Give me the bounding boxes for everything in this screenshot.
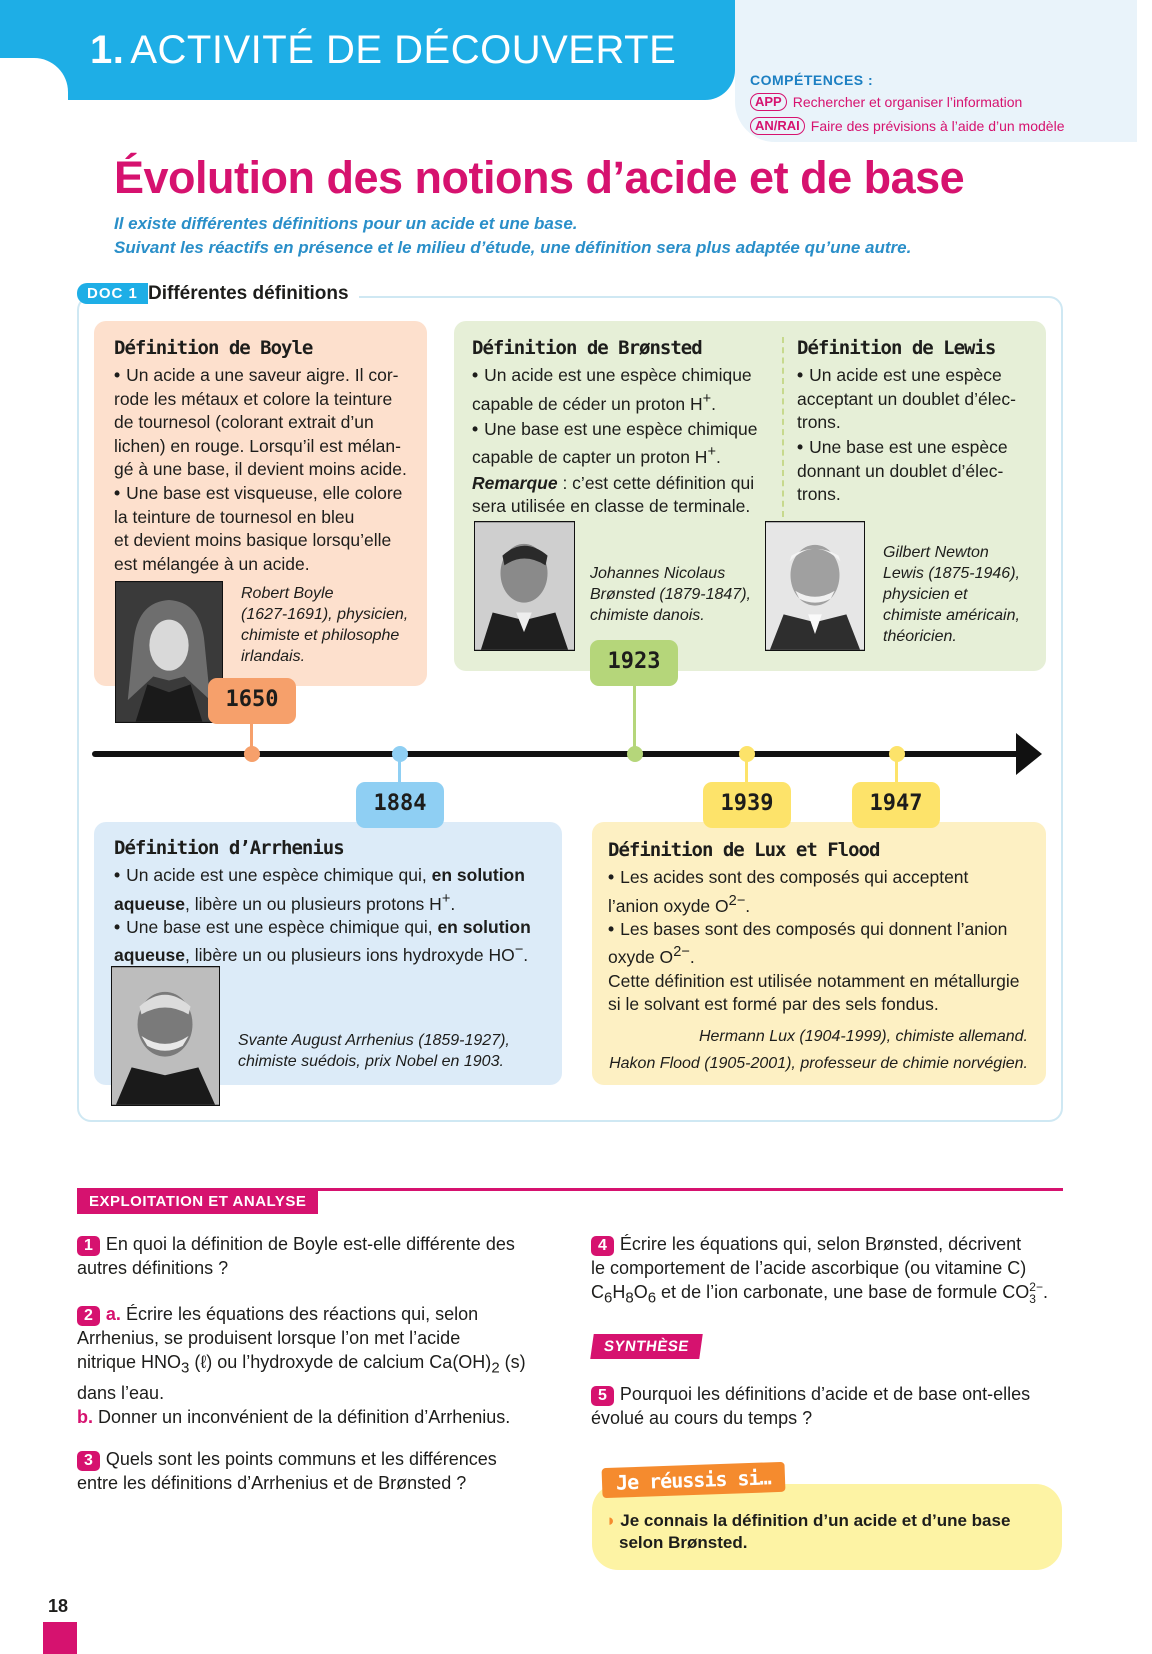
arrhenius-portrait [111,966,220,1106]
lewis-base-text: • Une base est une espèce donnant un doublet d’élec- trons. [797,437,1008,504]
boyle-portrait [115,581,223,723]
arrhenius-text: • Un acide est une espèce chimique qui, en solution aqueuse, libère un ou plusieurs protons H+. • Une base est une espèce chimique qui, en solution aqueuse, libère un ou plusieurs ions hydroxyde HO−. [114,865,531,966]
competences-title: COMPÉTENCES : [750,72,874,88]
timeline-arrow-icon [1016,733,1042,775]
year-badge-1650: 1650 [208,678,296,724]
year-badge-1923: 1923 [590,640,678,686]
question-3: 3 Quels sont les points communs et les différences entre les définitions d’Arrhenius et de Brønsted ? [77,1449,497,1493]
competence-badge: AN/RAI [750,117,805,135]
question-4: 4 Écrire les équations qui, selon Brønsted, décrivent le comportement de l’acide ascorbique (ou vitamine C) $C_6H_8O_6$ et de l’ion carbonate, une base de formule CO 2− 3 . [591,1234,1048,1307]
timeline-dot [244,746,260,762]
competence-item [750,93,1022,111]
timeline-dot [889,746,905,762]
competence-item [750,117,1064,135]
bronsted-caption: Johannes Nicolaus Brønsted (1879-1847), chimiste danois. [590,565,751,624]
competence-label: Faire des prévisions à l’aide d’un modèle [810,118,1065,134]
competence-label: Rechercher et organiser l’information [792,94,1023,110]
doc-title: Différentes définitions [148,283,359,305]
lux-flood-caption: Hermann Lux (1904-1999), chimiste allemand. Hakon Flood (1905-2001), professeur de chimie norvégien. [609,1028,1028,1072]
year-badge-1947: 1947 [852,782,940,828]
dashed-separator [782,337,784,517]
intro-line: Suivant les réactifs en présence et le milieu d’étude, une définition sera plus adaptée qu’une autre. [114,238,912,257]
intro-line: Il existe différentes définitions pour un acide et une base. [114,214,578,233]
bronsted-portrait [474,521,575,651]
lewis-caption: Gilbert Newton Lewis (1875-1946), physicien et chimiste américain, théoricien. [883,544,1020,645]
marker-icon: ◗ [606,1511,617,1530]
synthese-badge: SYNTHÈSE [590,1334,702,1359]
success-tag: Je réussis si… [602,1462,786,1498]
lewis-portrait [765,521,865,651]
success-text: ◗ Je connais la définition d’un acide et d’une base selon Brønsted. [606,1511,1011,1552]
question-5: 5 Pourquoi les définitions d’acide et de base ont-elles évolué au cours du temps ? [591,1384,1031,1428]
timeline-dot [739,746,755,762]
timeline-stem [633,684,636,754]
lewis-acid-text: • Un acide est une espèce acceptant un doublet d’élec- trons. [797,365,1016,432]
boyle-base-text: • Une base est visqueuse, elle colore la teinture de tournesol en bleu et devient moins basique lorsqu’elle est mélangée à un acide. [114,483,403,574]
arrhenius-title: Définition d’Arrhenius [114,837,344,859]
competence-badge: APP [750,93,787,111]
timeline-dot [627,746,643,762]
page-title: Évolution des notions d’acide et de base [114,152,965,203]
arrhenius-caption: Svante August Arrhenius (1859-1927), chimiste suédois, prix Nobel en 1903. [238,1032,510,1070]
question-1: 1 En quoi la définition de Boyle est-elle différente des autres définitions ? [77,1234,515,1278]
boyle-caption: Robert Boyle (1627-1691), physicien, chimiste et philosophe irlandais. [241,585,409,665]
bronsted-title: Définition de Brønsted [472,337,702,359]
lewis-title: Définition de Lewis [797,337,996,359]
doc-badge: DOC 1 [77,283,148,304]
boyle-title: Définition de Boyle [114,337,313,359]
lux-flood-title: Définition de Lux et Flood [608,839,880,861]
timeline-axis [92,751,1022,757]
bronsted-text: • Un acide est une espèce chimique capable de céder un proton H+. • Une base est une espèce chimique capable de capter un proton H+. Remarque : c’est cette définition qui sera utilisée en classe de terminale. [472,365,758,517]
exploitation-badge: EXPLOITATION ET ANALYSE [77,1189,318,1214]
boyle-acid-text: • Un acide a une saveur aigre. Il cor- rode les métaux et colore la teinture de tournesol (colorant extrait d’un lichen) en rouge. Lorsqu’il est mélan- gé à une base, il devient moins acide. [114,365,407,479]
lux-flood-text: • Les acides sont des composés qui acceptent l’anion oxyde $O^{2-}$. • Les bases sont des composés qui donnent l’anion oxyde $O^{2-}$. Cette définition est utilisée notamment en métallurgie si le solvant est formé par des sels fondus. [608,867,1020,1015]
section-title: 1. ACTIVITÉ DE DÉCOUVERTE [90,28,677,72]
year-badge-1884: 1884 [356,782,444,828]
page-number: 18 [48,1596,69,1616]
year-badge-1939: 1939 [703,782,791,828]
page-marker [43,1622,77,1654]
timeline-dot [392,746,408,762]
question-2: 2 a. Écrire les équations des réactions qui, selon Arrhenius, se produisent lorsque l’on met l’acide nitrique $HNO_3$ (ℓ) ou l’hydroxyde de calcium $Ca(OH)_2$ (s) dans l’eau. b. Donner un inconvénient de la définition d’Arrhenius. [77,1304,526,1427]
header-notch [0,58,68,118]
